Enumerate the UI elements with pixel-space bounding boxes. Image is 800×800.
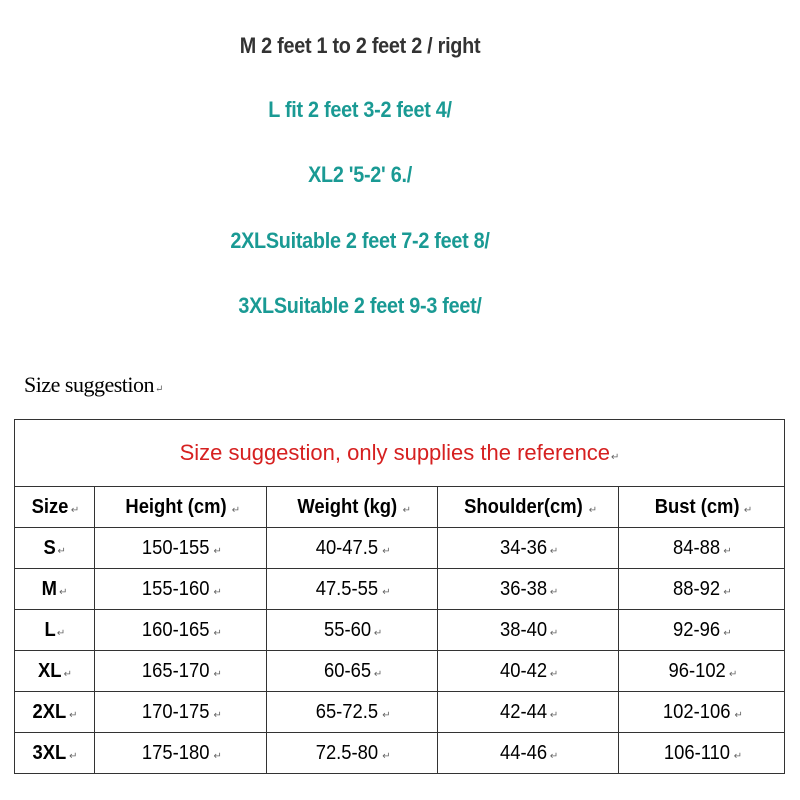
paragraph-mark-icon: ↵ <box>382 750 391 762</box>
cell-value: S <box>43 536 56 559</box>
column-header <box>15 487 95 528</box>
fit-line-xl: XL2 '5-2' 6./ <box>308 162 412 187</box>
paragraph-mark-icon: ↵ <box>549 545 559 557</box>
paragraph-mark-icon: ↵ <box>63 668 72 680</box>
column-header-label: Weight (kg) <box>297 495 398 518</box>
column-header-label: Shoulder(cm) <box>464 495 583 518</box>
cell-value: 170-175 <box>142 700 210 723</box>
cell-value: 155-160 <box>142 577 210 600</box>
paragraph-mark-icon: ↵ <box>728 668 738 680</box>
cell-value: M <box>42 577 58 600</box>
table-cell <box>619 733 785 774</box>
table-cell <box>95 569 267 610</box>
table-cell <box>438 528 619 569</box>
cell-value: 84-88 <box>673 536 721 559</box>
table-cell <box>95 692 267 733</box>
paragraph-mark-icon: ↵ <box>723 586 732 598</box>
cell-value: 2XL <box>32 700 67 723</box>
cell-value: 150-155 <box>142 536 210 559</box>
paragraph-mark-icon: ↵ <box>382 545 391 557</box>
paragraph-mark-icon: ↵ <box>56 627 66 639</box>
paragraph-mark-icon: ↵ <box>70 504 80 516</box>
table-row <box>15 692 785 733</box>
cell-value: 40-47.5 <box>316 536 379 559</box>
paragraph-mark-icon: ↵ <box>743 504 753 516</box>
cell-value: 3XL <box>32 741 67 764</box>
cell-value: 106-110 <box>663 741 730 764</box>
cell-value: 47.5-55 <box>316 577 379 600</box>
paragraph-mark-icon: ↵ <box>734 709 743 721</box>
size-cell <box>15 733 95 774</box>
table-row <box>15 610 785 651</box>
column-header <box>619 487 785 528</box>
cell-value: 65-72.5 <box>316 700 379 723</box>
cell-value: 102-106 <box>663 700 731 723</box>
cell-value: L <box>44 618 56 641</box>
table-cell <box>619 569 785 610</box>
cell-value: 175-180 <box>142 741 210 764</box>
paragraph-mark-icon: ↵ <box>213 586 222 598</box>
table-caption <box>15 420 785 487</box>
cell-value: 44-46 <box>499 741 547 764</box>
table-row <box>15 528 785 569</box>
paragraph-mark-icon: ↵ <box>69 709 78 721</box>
paragraph-mark-icon: ↵ <box>213 709 222 721</box>
paragraph-mark-icon: ↵ <box>549 750 559 762</box>
table-cell <box>619 651 785 692</box>
table-cell <box>267 692 438 733</box>
table-cell <box>438 651 619 692</box>
caption-row <box>15 420 785 487</box>
cell-value: 96-102 <box>668 659 726 682</box>
table-cell <box>438 569 619 610</box>
paragraph-mark-icon: ↵ <box>549 709 559 721</box>
paragraph-mark-icon: ↵ <box>213 668 222 680</box>
paragraph-mark-icon: ↵ <box>549 668 559 680</box>
paragraph-mark-icon: ↵ <box>382 709 391 721</box>
table-cell <box>438 610 619 651</box>
table-row <box>15 651 785 692</box>
paragraph-mark-icon: ↵ <box>382 586 391 598</box>
table-cell <box>267 528 438 569</box>
paragraph-mark-icon: ↵ <box>231 504 241 516</box>
paragraph-mark-icon: ↵ <box>402 504 411 516</box>
table-cell <box>438 733 619 774</box>
table-cell <box>95 528 267 569</box>
cell-value: 55-60 <box>323 618 371 641</box>
fit-line-2xl: 2XLSuitable 2 feet 7-2 feet 8/ <box>230 228 490 253</box>
size-table <box>14 419 785 774</box>
cell-value: 40-42 <box>499 659 547 682</box>
cell-value: 160-165 <box>142 618 210 641</box>
table-cell <box>267 610 438 651</box>
paragraph-mark-icon: ↵ <box>213 627 222 639</box>
paragraph-mark-icon: ↵ <box>213 545 222 557</box>
table-cell <box>619 610 785 651</box>
table-row <box>15 569 785 610</box>
cell-value: 38-40 <box>499 618 547 641</box>
table-cell <box>438 692 619 733</box>
column-header <box>438 487 619 528</box>
fit-line-m: M 2 feet 1 to 2 feet 2 / right <box>239 33 481 58</box>
paragraph-mark-icon: ↵ <box>59 586 68 598</box>
column-header-label: Size <box>31 495 69 518</box>
cell-value: XL <box>38 659 62 682</box>
paragraph-mark-icon: ↵ <box>723 627 732 639</box>
table-cell <box>267 569 438 610</box>
cell-value: 60-65 <box>323 659 371 682</box>
paragraph-mark-icon: ↵ <box>723 545 732 557</box>
table-cell <box>95 733 267 774</box>
paragraph-mark-icon: ↵ <box>155 384 163 395</box>
table-row <box>15 733 785 774</box>
paragraph-mark-icon: ↵ <box>373 668 383 680</box>
cell-value: 42-44 <box>499 700 547 723</box>
cell-value: 72.5-80 <box>316 741 379 764</box>
cell-value: 34-36 <box>499 536 547 559</box>
table-cell <box>619 692 785 733</box>
table-cell <box>267 651 438 692</box>
paragraph-mark-icon: ↵ <box>57 545 66 557</box>
size-cell <box>15 569 95 610</box>
column-header-label: Bust (cm) <box>654 495 740 518</box>
paragraph-mark-icon: ↵ <box>733 750 743 762</box>
paragraph-mark-icon: ↵ <box>373 627 383 639</box>
cell-value: 165-170 <box>142 659 210 682</box>
size-cell <box>15 528 95 569</box>
paragraph-mark-icon: ↵ <box>588 504 598 516</box>
size-cell <box>15 651 95 692</box>
cell-value: 92-96 <box>673 618 721 641</box>
section-title <box>24 372 163 398</box>
cell-value: 36-38 <box>499 577 547 600</box>
paragraph-mark-icon: ↵ <box>69 750 78 762</box>
column-header-label: Height (cm) <box>125 495 227 518</box>
table-cell <box>95 610 267 651</box>
paragraph-mark-icon: ↵ <box>213 750 222 762</box>
column-header <box>267 487 438 528</box>
fit-line-3xl: 3XLSuitable 2 feet 9-3 feet/ <box>238 293 482 318</box>
column-header <box>95 487 267 528</box>
cell-value: 88-92 <box>673 577 721 600</box>
paragraph-mark-icon: ↵ <box>549 586 559 598</box>
paragraph-mark-icon: ↵ <box>549 627 559 639</box>
table-cell <box>95 651 267 692</box>
header-row <box>15 487 785 528</box>
fit-line-l: L fit 2 feet 3-2 feet 4/ <box>268 97 452 122</box>
paragraph-mark-icon: ↵ <box>611 452 620 463</box>
section-title-text: Size suggestion <box>24 372 154 397</box>
table-cell <box>267 733 438 774</box>
table-cell <box>619 528 785 569</box>
size-cell <box>15 610 95 651</box>
table-body <box>15 528 785 774</box>
caption-text: Size suggestion, only supplies the reference <box>179 440 611 465</box>
size-cell <box>15 692 95 733</box>
